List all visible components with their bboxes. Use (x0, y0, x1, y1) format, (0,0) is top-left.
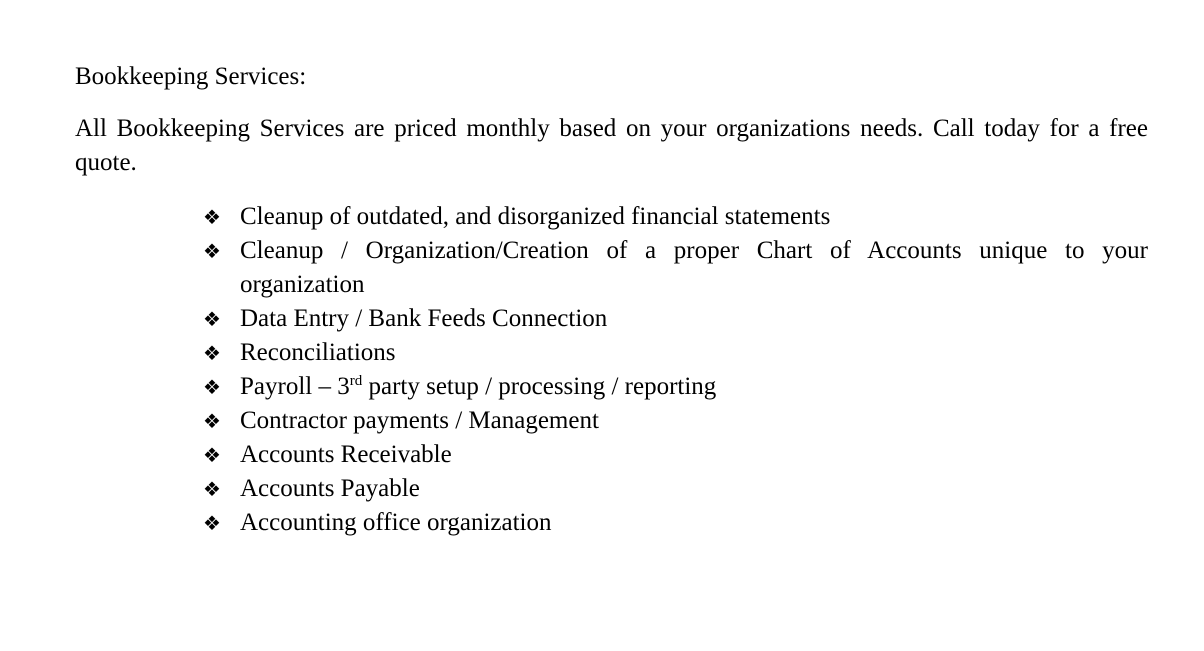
list-item (203, 404, 1148, 438)
list-item-text: Cleanup / Organization/Creation of a proper Chart of Accounts unique to your organization (240, 237, 1148, 298)
document-page (75, 60, 1148, 540)
list-item-text: Data Entry / Bank Feeds Connection (240, 305, 608, 332)
four-diamond-bullet-icon: ❖ (203, 443, 221, 467)
ordinal-superscript: rd (349, 373, 363, 389)
list-item (203, 234, 1148, 302)
intro-paragraph: All Bookkeeping Services are priced monthly based on your organizations needs. Call today for a free quote. (75, 115, 1148, 176)
four-diamond-bullet-icon: ❖ (203, 341, 221, 365)
four-diamond-bullet-icon: ❖ (203, 375, 221, 399)
list-item-text-after: party setup / processing / reporting (362, 373, 717, 400)
list-item-text: Reconciliations (240, 339, 396, 366)
list-item (203, 438, 1148, 472)
list-item (203, 472, 1148, 506)
list-item (203, 200, 1148, 234)
four-diamond-bullet-icon: ❖ (203, 477, 221, 501)
four-diamond-bullet-icon: ❖ (203, 511, 221, 535)
section-heading: Bookkeeping Services: (75, 63, 307, 90)
list-item-text: Accounts Payable (240, 475, 420, 502)
list-item-text: Accounts Receivable (240, 441, 452, 468)
four-diamond-bullet-icon: ❖ (203, 239, 221, 263)
four-diamond-bullet-icon: ❖ (203, 307, 221, 331)
four-diamond-bullet-icon: ❖ (203, 205, 221, 229)
list-item (203, 506, 1148, 540)
list-item-text: Cleanup of outdated, and disorganized financial statements (240, 203, 831, 230)
list-item (203, 302, 1148, 336)
list-item-text: Contractor payments / Management (240, 407, 599, 434)
list-item-text-before: Payroll – 3 (240, 373, 350, 400)
list-item-text (240, 373, 716, 400)
list-item-text: Accounting office organization (240, 509, 552, 536)
list-item (203, 336, 1148, 370)
list-item (203, 370, 1148, 404)
four-diamond-bullet-icon: ❖ (203, 409, 221, 433)
services-list (75, 200, 1148, 540)
